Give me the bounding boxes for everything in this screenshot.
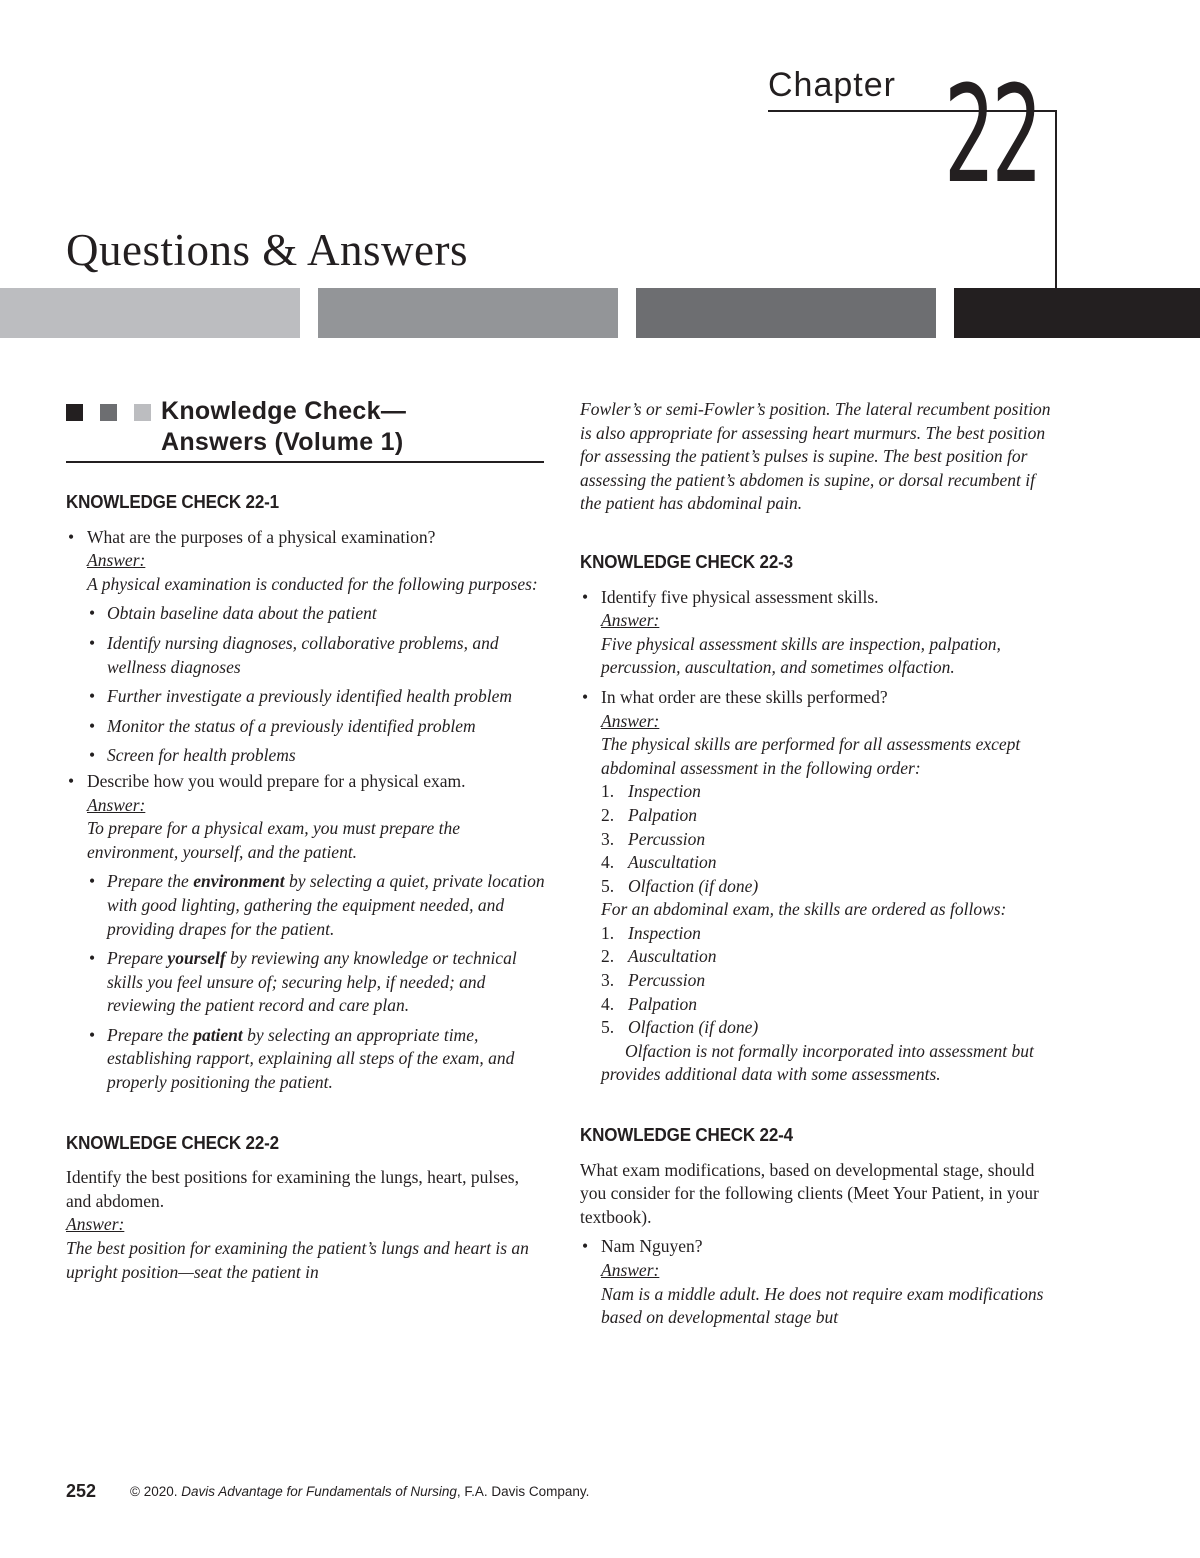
kc1-q2-answer-label: Answer: xyxy=(87,794,146,815)
kc3-order-abdominal xyxy=(601,922,1060,1040)
right-column xyxy=(580,398,1060,1332)
item-number: 5. xyxy=(601,1017,615,1038)
kc3-q1-answer: Five physical assessment skills are inspection, palpation, percussion, auscultation, and sometimes olfaction. xyxy=(601,633,1001,678)
kc3-q2-answer-label: Answer: xyxy=(601,710,660,731)
kc2-heading: KNOWLEDGE CHECK 22-2 xyxy=(66,1131,279,1153)
kc3-q1-answer-label: Answer: xyxy=(601,610,660,631)
kc4-q1-text: Nam Nguyen? xyxy=(601,1236,703,1257)
item-text: Palpation xyxy=(628,804,698,825)
header-bar-black xyxy=(954,288,1200,338)
list-item: • Obtain baseline data about the patient xyxy=(87,602,546,626)
list-item: • Further investigate a previously identified health problem xyxy=(87,685,546,709)
item-emphasis: environment xyxy=(193,871,285,892)
item-text: Prepare the xyxy=(107,871,194,892)
list-item xyxy=(601,922,1060,946)
kc4-question-1 xyxy=(580,1235,1060,1329)
kc1-question-1 xyxy=(66,526,546,768)
item-number: 4. xyxy=(601,852,615,873)
item-text: Inspection xyxy=(628,922,701,943)
list-item xyxy=(601,993,1060,1017)
item-text: by selecting a quiet, private location with good lighting, gathering the equipment needed, and providing drapes for the patient. xyxy=(107,871,545,939)
header-bar-light xyxy=(0,288,300,338)
kc4-heading: KNOWLEDGE CHECK 22-4 xyxy=(580,1124,793,1146)
item-number: 2. xyxy=(601,804,615,825)
item-text: Auscultation xyxy=(628,852,717,873)
kc3-order-general xyxy=(601,780,1060,898)
kc4-q1-answer: Nam is a middle adult. He does not require exam modifications based on developmental stage but xyxy=(601,1283,1044,1328)
list-item xyxy=(87,870,546,941)
item-text: Prepare the xyxy=(107,1024,194,1045)
item-text: by selecting an appropriate time, establishing rapport, explaining all steps of the exam, and properly positioning the patient. xyxy=(107,1024,515,1093)
kc1-q2-items xyxy=(87,870,546,1094)
kc1-heading: KNOWLEDGE CHECK 22-1 xyxy=(66,491,279,512)
item-number: 3. xyxy=(601,828,615,849)
kc1-q2-text: Describe how you would prepare for a physical exam. xyxy=(87,770,466,791)
kc3-question-2 xyxy=(580,686,1060,1087)
kc3-note: Olfaction is not formally incorporated into assessment but provides additional data with some assessments. xyxy=(601,1040,1034,1085)
list-item xyxy=(601,969,1060,993)
section-title xyxy=(161,396,406,458)
kc1-q1-items xyxy=(87,602,546,768)
kc3-question-list xyxy=(580,586,1060,1087)
kc2-question: Identify the best positions for examining the lungs, heart, pulses, and abdomen. xyxy=(66,1167,519,1211)
kc2-answer-label: Answer: xyxy=(66,1214,125,1235)
item-emphasis: yourself xyxy=(167,948,226,969)
section-square-icon-dark xyxy=(66,404,83,421)
chapter-vertical-rule xyxy=(1055,110,1057,288)
header-bar-mid xyxy=(318,288,618,338)
page-number: 252 xyxy=(66,1481,97,1501)
kc3-abdominal-intro: For an abdominal exam, the skills are ordered as follows: xyxy=(601,899,1007,920)
item-number: 1. xyxy=(601,781,615,802)
section-square-icon-mid xyxy=(100,404,117,421)
item-text: by reviewing any knowledge or technical skills you feel unsure of; securing help, if needed; and reviewing the patient record and care plan. xyxy=(107,948,517,1016)
kc1-q1-answer-intro: A physical examination is conducted for the following purposes: xyxy=(87,573,538,594)
item-text: Auscultation xyxy=(628,946,717,967)
header-bar-dark xyxy=(636,288,936,338)
kc2-answer-part2: Fowler’s or semi-Fowler’s position. The lateral recumbent position is also appropriate for assessing heart murmurs. The best position for assessing the patient’s pulses is supine. The best position for assessing the patient’s abdomen is supine, or dorsal recumbent if the patient has abdominal pain. xyxy=(580,399,1051,514)
footer-publisher: , F.A. Davis Company. xyxy=(456,1484,590,1499)
item-text: Olfaction (if done) xyxy=(628,875,759,896)
kc1-q1-text: What are the purposes of a physical examination? xyxy=(87,526,436,547)
kc3-q1-text: Identify five physical assessment skills. xyxy=(601,586,879,607)
item-text: Percussion xyxy=(628,828,706,849)
left-column xyxy=(66,490,546,1284)
kc1-question-list xyxy=(66,526,546,1095)
list-item xyxy=(601,851,1060,875)
list-item: • Monitor the status of a previously identified problem xyxy=(87,715,546,739)
item-text: Prepare xyxy=(107,948,168,969)
kc4-intro: What exam modifications, based on developmental stage, should you consider for the following clients (Meet Your Patient, in your textbook). xyxy=(580,1159,1039,1227)
kc3-heading: KNOWLEDGE CHECK 22-3 xyxy=(580,550,793,572)
chapter-number: 22 xyxy=(944,57,1040,213)
list-item: • Identify nursing diagnoses, collaborative problems, and wellness diagnoses xyxy=(87,632,546,679)
kc3-q2-text: In what order are these skills performed? xyxy=(601,686,888,707)
list-item xyxy=(87,947,546,1018)
item-number: 1. xyxy=(601,922,615,943)
kc1-question-2 xyxy=(66,770,546,1095)
list-item: • Screen for health problems xyxy=(87,744,546,768)
item-text: Olfaction (if done) xyxy=(628,1017,759,1038)
item-text: Percussion xyxy=(628,970,706,991)
list-item xyxy=(601,828,1060,852)
section-title-line1: Knowledge Check— xyxy=(161,397,407,425)
kc4-q1-answer-label: Answer: xyxy=(601,1260,660,1280)
section-rule xyxy=(66,461,544,463)
chapter-label: Chapter xyxy=(768,66,896,104)
kc4-question-list xyxy=(580,1235,1060,1329)
item-text: Inspection xyxy=(628,781,701,802)
footer-book-title: Davis Advantage for Fundamentals of Nursing xyxy=(181,1484,457,1499)
footer-copyright-prefix: © 2020. xyxy=(130,1484,182,1499)
page-title: Questions & Answers xyxy=(66,225,468,275)
kc2-answer-part1: The best position for examining the patient’s lungs and heart is an upright position—seat the patient in xyxy=(66,1238,529,1282)
section-square-icon-light xyxy=(134,404,151,421)
item-number: 3. xyxy=(601,970,615,991)
list-item xyxy=(87,1024,546,1095)
kc1-q2-answer-intro: To prepare for a physical exam, you must prepare the environment, yourself, and the patient. xyxy=(87,818,460,862)
item-emphasis: patient xyxy=(193,1024,243,1045)
item-number: 5. xyxy=(601,875,615,896)
item-text: Palpation xyxy=(628,993,698,1014)
item-number: 4. xyxy=(601,993,615,1014)
item-number: 2. xyxy=(601,946,615,967)
kc1-q1-answer-label: Answer: xyxy=(87,550,146,571)
kc3-q2-intro: The physical skills are performed for all assessments except abdominal assessment in the following order: xyxy=(601,734,1021,778)
list-item xyxy=(601,780,1060,804)
list-item xyxy=(601,1016,1060,1040)
list-item xyxy=(601,945,1060,969)
list-item xyxy=(601,875,1060,899)
footer-copyright xyxy=(130,1484,589,1499)
list-item xyxy=(601,804,1060,828)
section-title-line2: Answers (Volume 1) xyxy=(161,428,404,456)
kc3-question-1 xyxy=(580,586,1060,680)
